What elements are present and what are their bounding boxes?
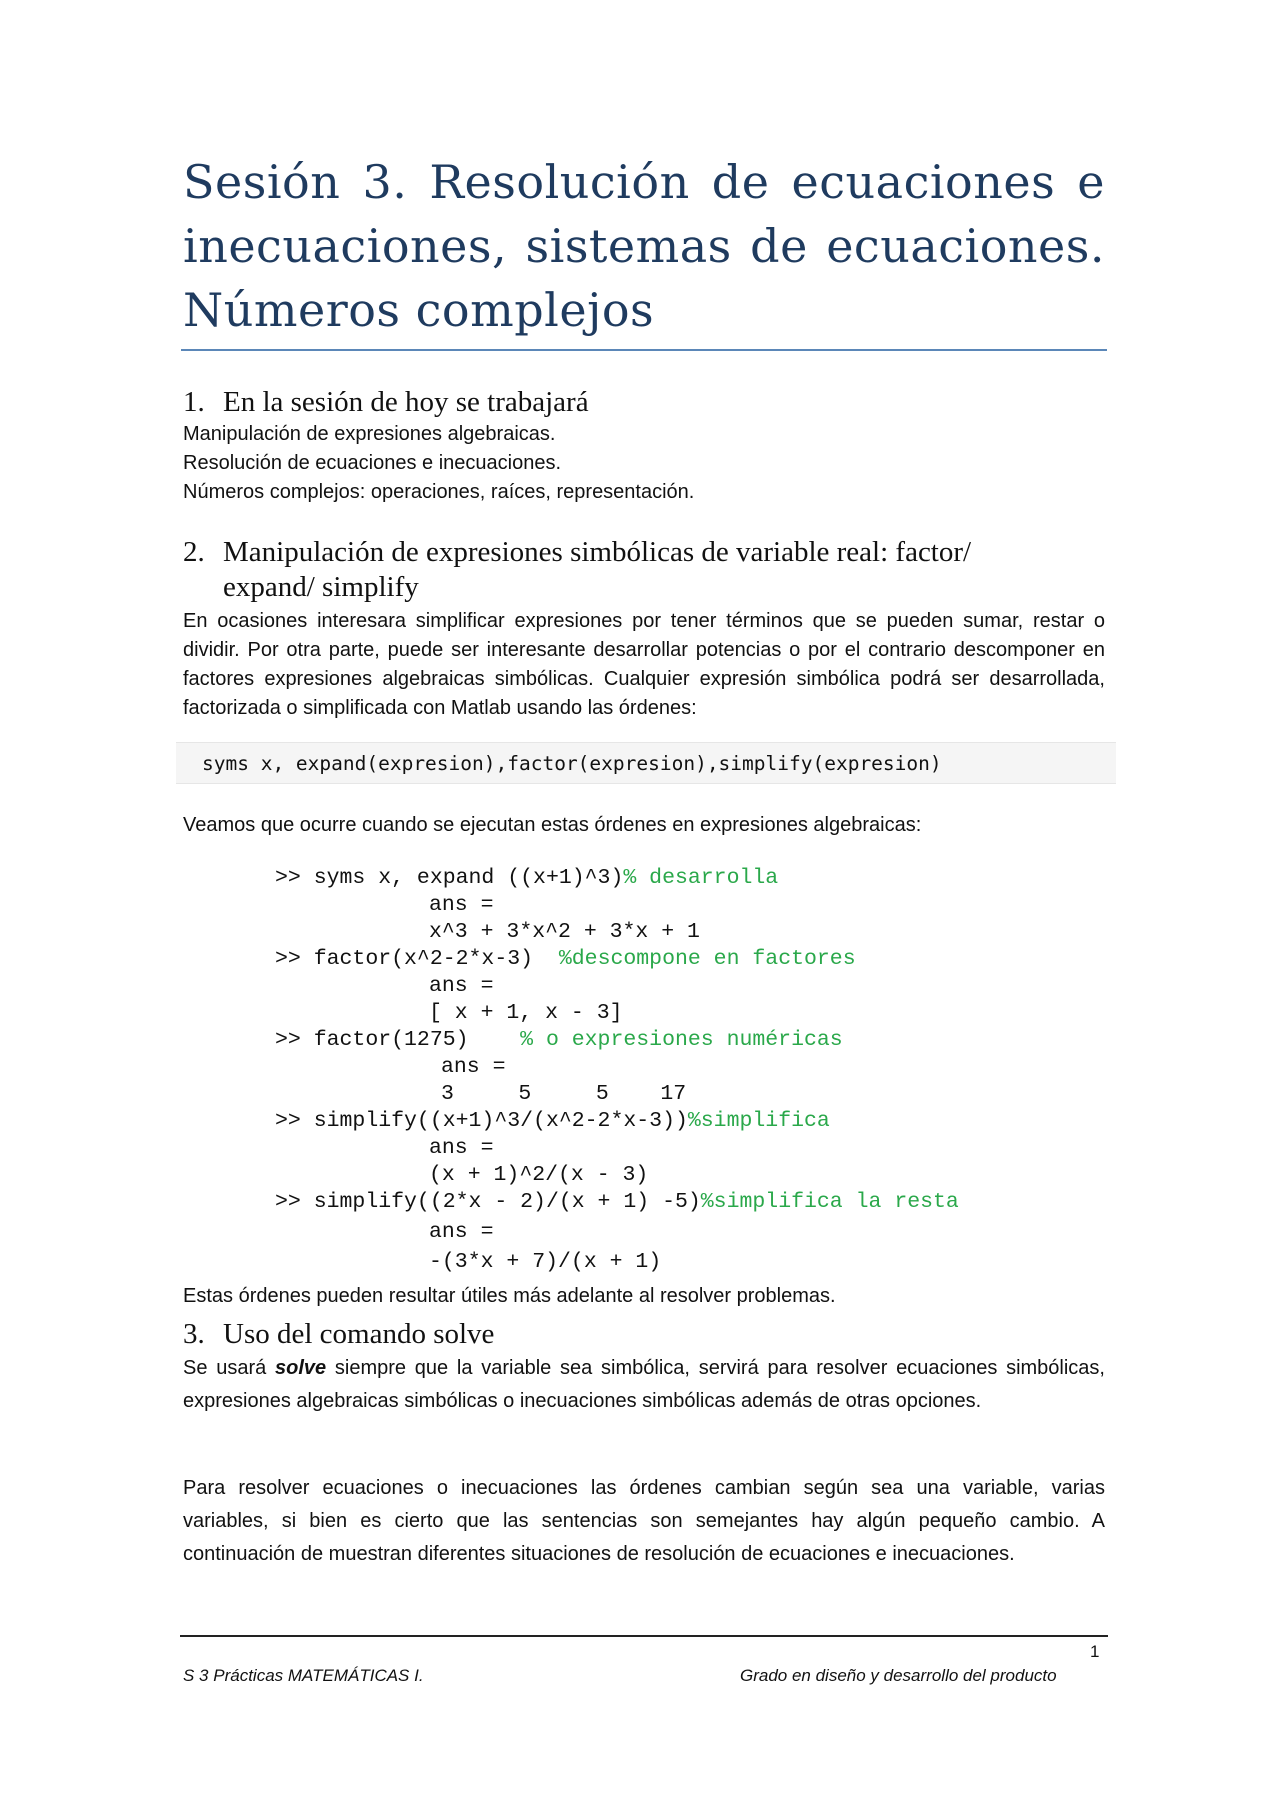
code-comment: % o expresiones numéricas [520, 1028, 843, 1052]
code-comment: % desarrolla [623, 866, 779, 890]
section-1-heading [183, 385, 589, 420]
example-1-result: x^3 + 3*x^2 + 3*x + 1 [429, 920, 700, 944]
list-item: Números complejos: operaciones, raíces, representación. [183, 481, 695, 503]
section-2-title-line2: expand/ simplify [223, 571, 419, 603]
code-comment: %simplifica la resta [700, 1190, 959, 1214]
example-2-result: [ x + 1, x - 3] [429, 1001, 623, 1025]
section-1-number: 1. [183, 386, 205, 418]
code-snippet: syms x, expand(expresion),factor(expresion),simplify(expresion) [202, 752, 942, 775]
section-3-title: Uso del comando solve [223, 1318, 495, 1350]
example-2-ans: ans = [429, 974, 494, 998]
list-item: Resolución de ecuaciones e inecuaciones. [183, 452, 562, 474]
footer-left: S 3 Prácticas MATEMÁTICAS I. [183, 1666, 424, 1685]
code-comment: %descompone en factores [558, 947, 856, 971]
title-underline [181, 349, 1107, 351]
section-3-paragraph-1: Se usará solve siempre que la variable sea simbólica, servirá para resolver ecuaciones simbólicas, expresiones algebraicas simbólicas o inecuaciones simbólicas además de otras opciones. [183, 1357, 1105, 1412]
examples-intro: Veamos que ocurre cuando se ejecutan estas órdenes en expresiones algebraicas: [183, 814, 922, 836]
example-2-command: >> factor(x^2-2*x-3) %descompone en factores [275, 947, 856, 971]
example-5-command: >> simplify((2*x - 2)/(x + 1) -5)%simplifica la resta [275, 1190, 959, 1214]
example-5-ans: ans = [429, 1220, 494, 1244]
section-2-title-line1: Manipulación de expresiones simbólicas de variable real: factor/ [223, 536, 972, 568]
example-3-command: >> factor(1275) % o expresiones numéricas [275, 1028, 843, 1052]
example-3-ans: ans = [441, 1055, 506, 1079]
example-1-command: >> syms x, expand ((x+1)^3)% desarrolla [275, 866, 779, 890]
code-snippet-box [176, 742, 1116, 784]
section-1-list [183, 420, 1105, 507]
page-number: 1 [1090, 1642, 1100, 1661]
section-1-title: En la sesión de hoy se trabajará [223, 386, 589, 418]
section-2-heading [183, 535, 1105, 605]
examples-closing: Estas órdenes pueden resultar útiles más adelante al resolver problemas. [183, 1285, 836, 1307]
section-2-number: 2. [183, 536, 205, 568]
solve-keyword: solve [275, 1357, 327, 1379]
section-3-heading [183, 1317, 494, 1352]
example-4-command: >> simplify((x+1)^3/(x^2-2*x-3))%simplifica [275, 1109, 830, 1133]
section-3-number: 3. [183, 1318, 205, 1350]
example-1-ans: ans = [429, 893, 494, 917]
page-title: Sesión 3. Resolución de ecuaciones e inecuaciones, sistemas de ecuaciones. Números complejos [183, 155, 1105, 337]
footer-divider [180, 1635, 1108, 1637]
example-5-result: -(3*x + 7)/(x + 1) [429, 1250, 662, 1274]
list-item: Manipulación de expresiones algebraicas. [183, 423, 556, 445]
example-4-result: (x + 1)^2/(x - 3) [429, 1163, 649, 1187]
example-4-ans: ans = [429, 1136, 494, 1160]
footer-right: Grado en diseño y desarrollo del producto [740, 1666, 1057, 1685]
section-2-paragraph: En ocasiones interesara simplificar expresiones por tener términos que se pueden sumar, restar o dividir. Por otra parte, puede ser interesante desarrollar potencias o por el contrario descomponer en factores expresiones algebraicas simbólicas. Cualquier expresión simbólica podrá ser desarrollada, factorizada o simplificada con Matlab usando las órdenes: [183, 610, 1105, 719]
section-3-paragraph-2: Para resolver ecuaciones o inecuaciones las órdenes cambian según sea una variable, varias variables, si bien es cierto que las sentencias son semejantes hay algún pequeño cambio. A continuación de muestran diferentes situaciones de resolución de ecuaciones e inecuaciones. [183, 1477, 1105, 1565]
code-comment: %simplifica [687, 1109, 830, 1133]
example-3-result: 3 5 5 17 [441, 1082, 687, 1106]
